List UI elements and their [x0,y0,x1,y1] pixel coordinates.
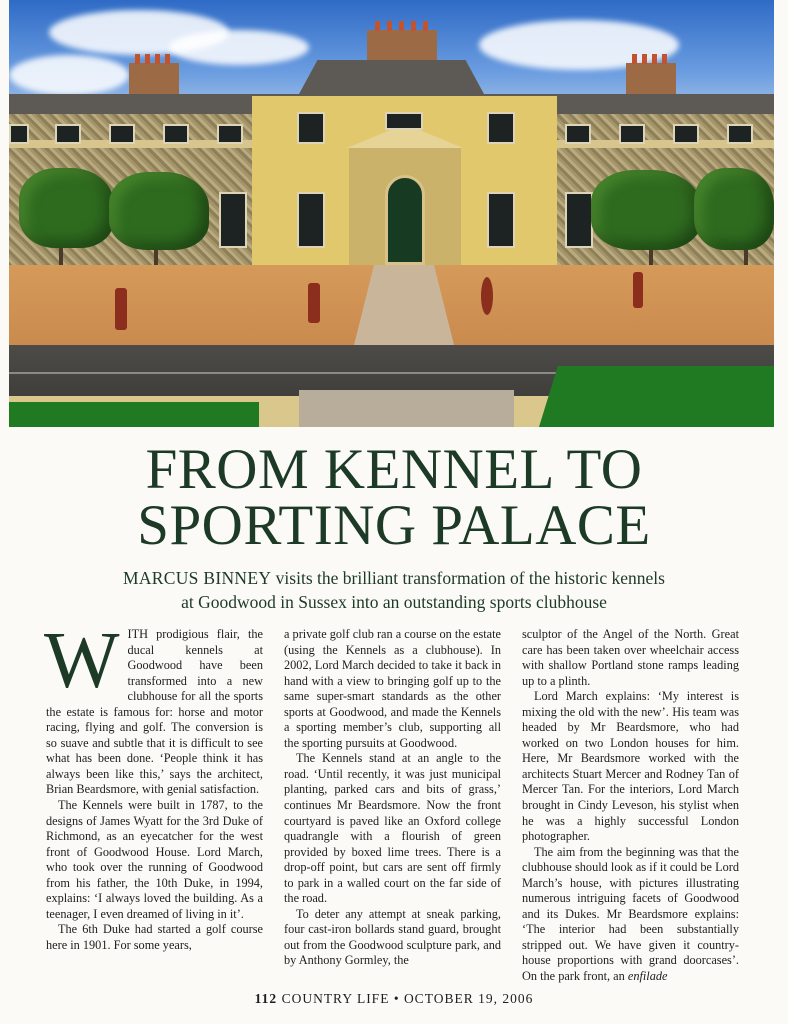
paragraph: a private golf club ran a course on the estate (using the Kennels as a clubhouse). In 2002, Lord March decided to take it back in hand with a view to bringing golf up to the same super-smart standards as the other sports at Goodwood, and made the Kennels a sporting member’s club, supporting all the sporting pursuits at Goodwood. [284,627,501,750]
paragraph: ITH prodigious flair, the ducal kennels at Goodwood have been transformed into a new clubhouse for all the sports the estate is famous for: horse and motor racing, flying and golf. The conversion is so suave and subtle that it is difficult to see what has been done. ‘People think it has always been like this,’ says the architect, Brian Beardsmore, with genial satisfaction. [46,627,263,797]
bollard [633,272,643,308]
standfirst-line-2: at Goodwood in Sussex into an outstanding sports clubhouse [181,592,607,612]
paragraph: The 6th Duke had started a golf course here in 1901. For some years, [46,922,263,952]
italic-word: enfilade [627,969,668,984]
window [727,124,753,144]
bollard [308,283,320,323]
paragraph: The Kennels stand at an angle to the road. ‘Until recently, it was just municipal planting, parked cars and bits of grass,’ continues Mr Beardsmore. Now the front courtyard is paved like an Oxford college quadrangle with a flourish of green provided by boxed lime trees. There is a drop-off point, but cars are sent off firmly to park in a walled court on the far side of the road. [284,751,501,906]
lime-tree [591,170,701,250]
footer-separator: • [393,991,400,1006]
lime-tree [109,172,209,250]
window [619,124,645,144]
chimney [129,63,179,95]
page-footer [0,991,788,1007]
paragraph: To deter any attempt at sneak parking, four cast-iron bollards stand guard, brought out from the Goodwood sculpture park, and by Anthony Gormley, the [284,906,501,968]
paragraph: The Kennels were built in 1787, to the designs of James Wyatt for the 3rd Duke of Richmond, as an eyecatcher for the west front of Goodwood House. Lord March, who took over the running of Goodwood from his father, the 10th Duke, in 1994, explains: ‘I always loved the building. As a teenager, I even dreamed of living in it’. [46,798,263,921]
standfirst-line-1: visits the brilliant transformation of the historic kennels [271,568,665,588]
lime-tree [694,168,774,250]
window [487,192,515,248]
paragraph: sculptor of the Angel of the North. Great care has been taken over wheelchair access with shallow Portland stone ramps leading up to a plinth. [522,627,739,688]
central-roof [299,60,484,94]
window [385,112,423,130]
window [219,192,247,248]
paragraph-text: The aim from the beginning was that the clubhouse should look as if it could be Lord March’s house, with pictures illustrating numerous intriguing facets of Goodwood and its Dukes. Mr Beardsmore explains: ‘The interior had been substantially stripped out. We have given it country-house proportions with grand doorcases’. On the park front, an [522,844,739,984]
chimney [367,30,437,64]
lawn [9,402,259,427]
window [487,112,515,144]
issue-date: OCTOBER 19, 2006 [403,991,534,1006]
kennels-photo [9,0,774,427]
window [297,192,325,248]
window [109,124,135,144]
window [673,124,699,144]
bollard [115,288,127,330]
article-column-1 [44,617,263,953]
author-name: MARCUS BINNEY [123,568,272,588]
window [565,192,593,248]
bollard [481,277,493,315]
drop-cap: W [44,617,120,705]
window [565,124,591,144]
window [217,124,243,144]
paragraph [522,845,739,985]
page-number: 112 [254,991,278,1006]
window [297,112,325,144]
lawn [539,366,774,427]
window [9,124,29,144]
headline-line-2: SPORTING PALACE [137,494,651,557]
lime-tree [19,168,114,248]
headline [0,438,788,557]
article-column-2 [284,627,501,969]
stone-path [299,390,514,427]
paragraph: Lord March explains: ‘My interest is mixing the old with the new’. His team was headed by Mr Beardsmore, who had worked on two London houses for him. Here, Mr Beardsmore worked with the architects Stuart Mercer and Rodney Tan of Mercer Tan. For the interiors, Lord March brought in Cindy Leveson, his stylist when he was a highly successful London photographer. [522,689,739,844]
cloud [169,30,309,65]
chimney [626,63,676,95]
window [55,124,81,144]
publication-name: COUNTRY LIFE [281,991,390,1006]
article-column-3 [522,627,739,985]
window [163,124,189,144]
front-door [385,175,425,265]
cloud [9,55,129,95]
headline-line-1: FROM KENNEL TO [145,438,643,501]
standfirst [60,566,728,614]
